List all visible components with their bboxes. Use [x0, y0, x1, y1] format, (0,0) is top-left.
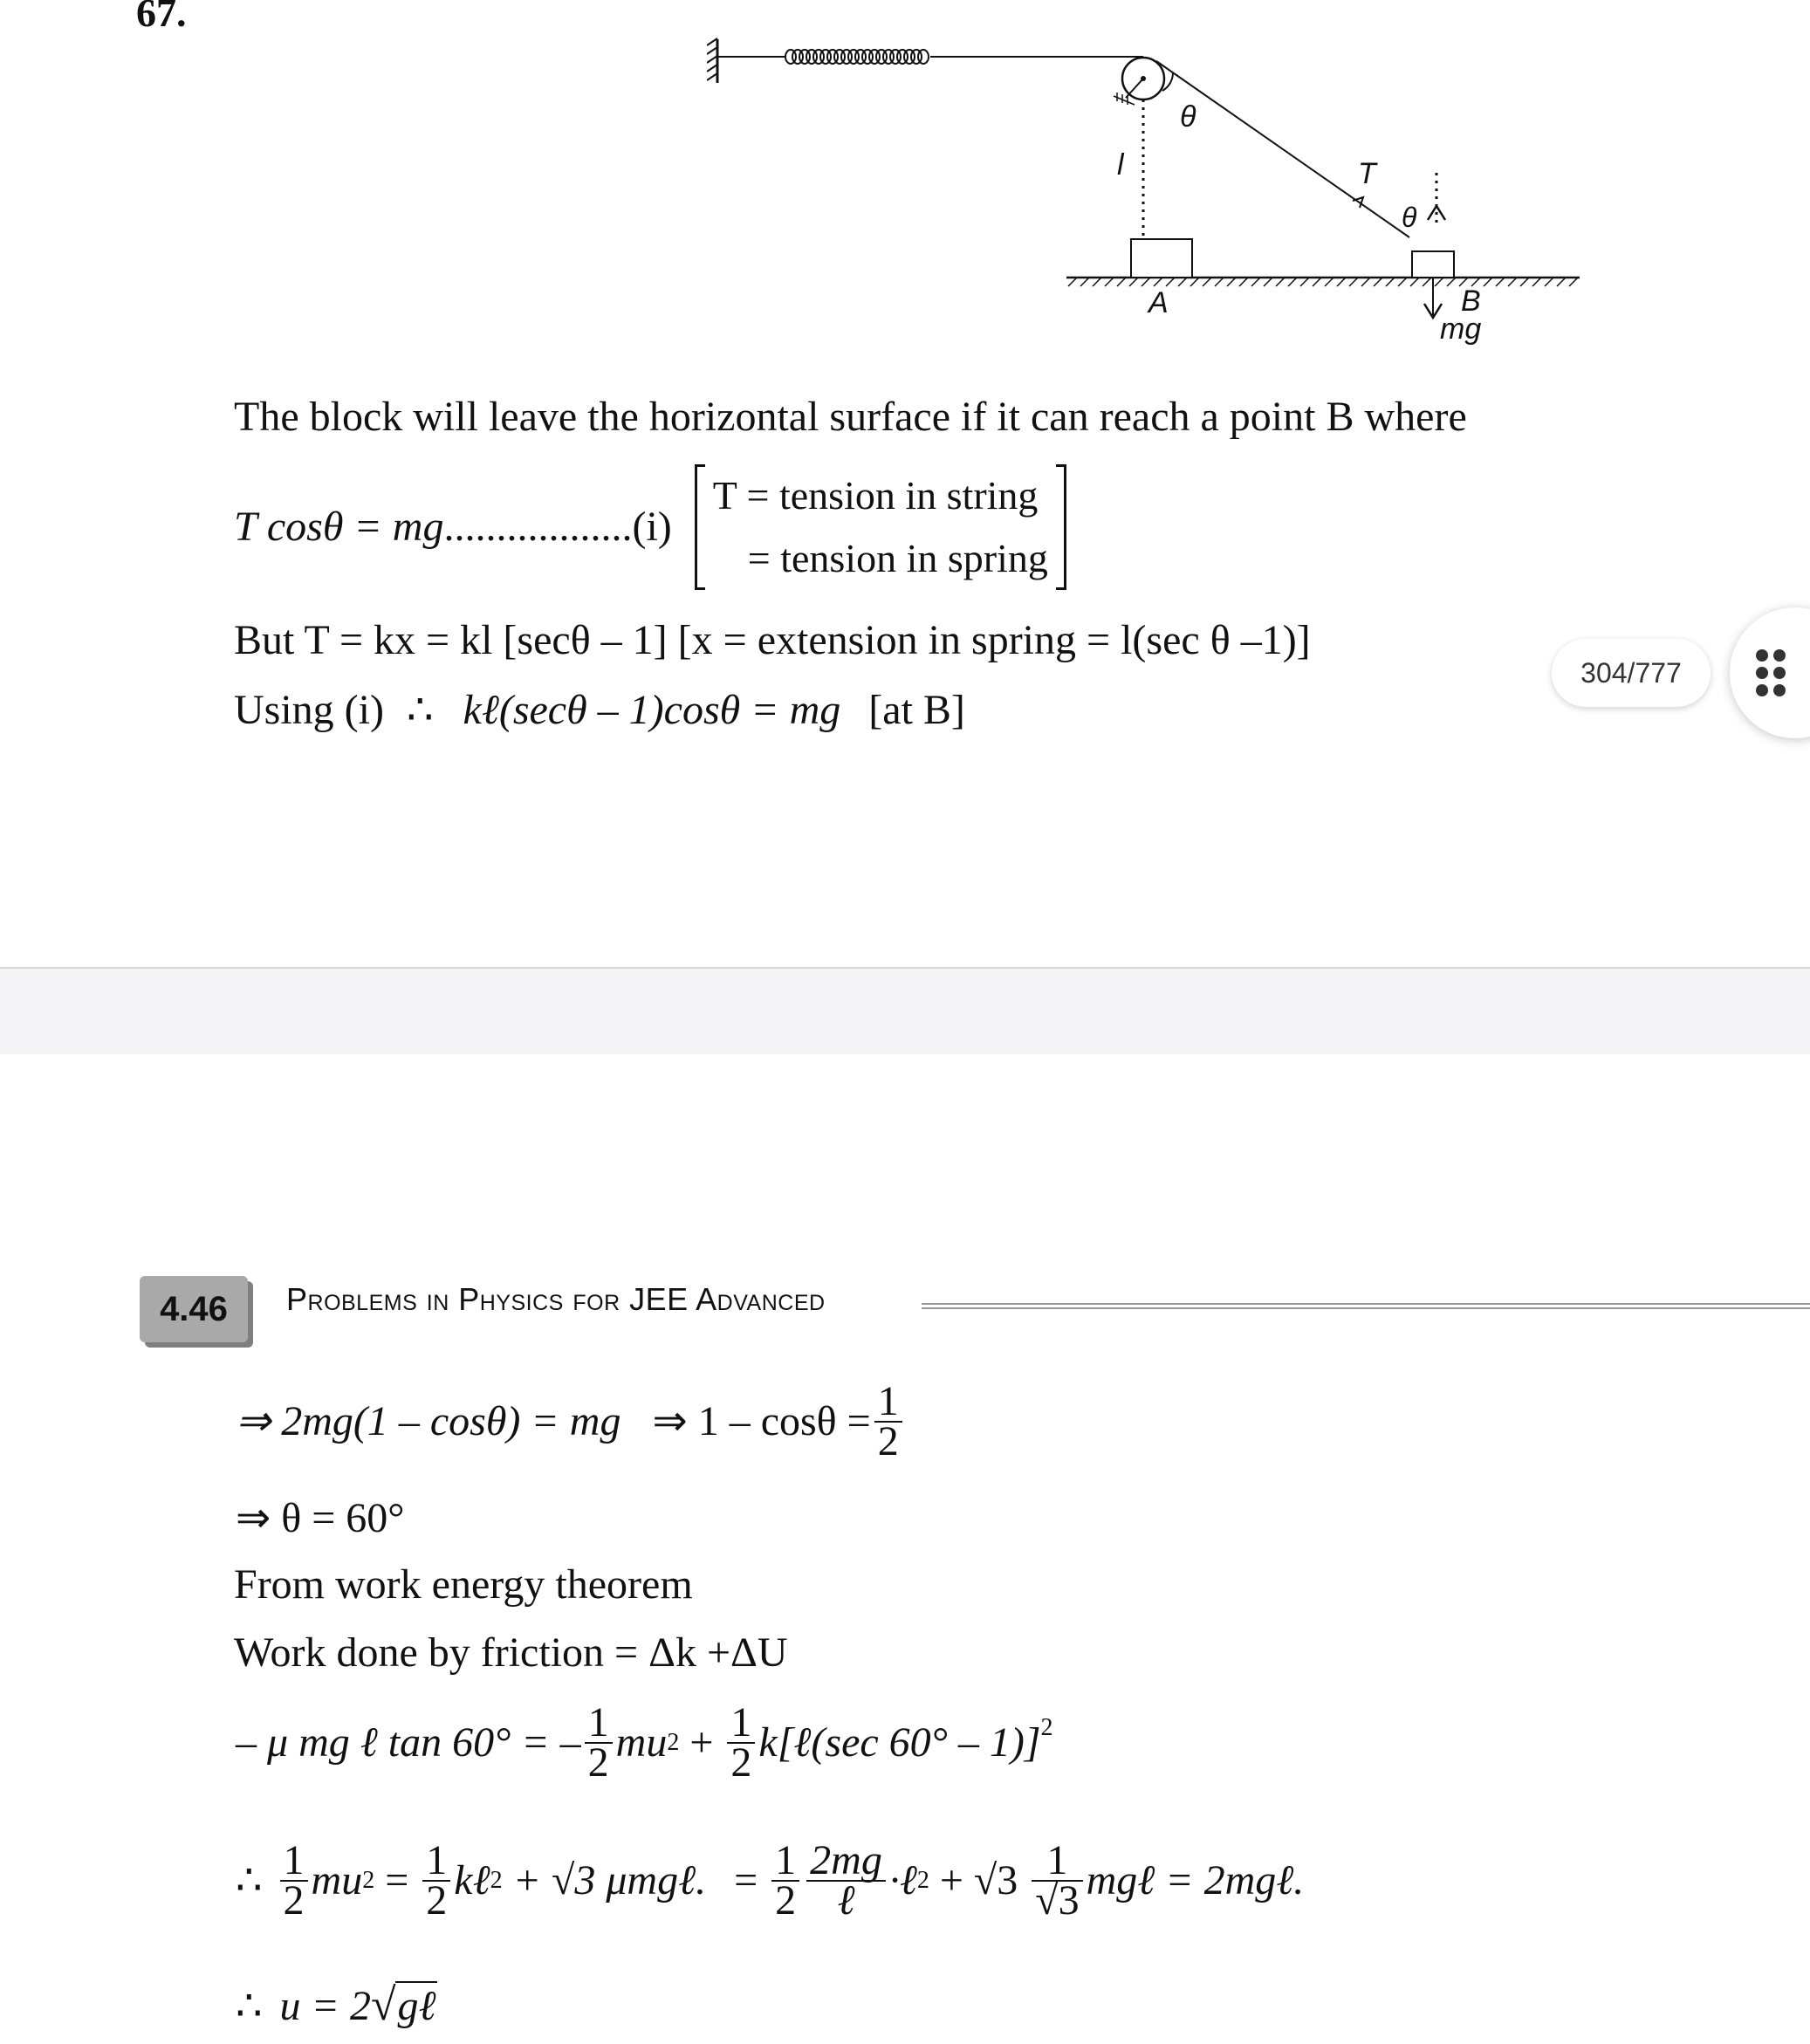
- bracket-line-1: T = tension in string: [712, 473, 1039, 518]
- using-prefix: Using (i): [234, 687, 384, 733]
- page-number-badge: 4.46: [140, 1276, 248, 1342]
- block-b: [1412, 251, 1454, 278]
- line-5-part-a: – μ mg ℓ tan 60° = –: [236, 1719, 581, 1766]
- line-6-part-a: mu: [311, 1857, 363, 1903]
- grid-dots-icon: [1756, 649, 1786, 696]
- line-6-part-b: =: [374, 1857, 420, 1903]
- line-6-den-3: 2: [775, 1877, 797, 1924]
- solution-line-2: ⇒ θ = 60°: [236, 1495, 405, 1541]
- solution-line-4: Work done by friction = Δk +ΔU: [234, 1629, 788, 1676]
- weight-label: mg: [1440, 312, 1482, 346]
- line-6-num: 1: [280, 1842, 308, 1882]
- line-6-num-5: 1: [1032, 1842, 1082, 1882]
- solution-line-5: [236, 1699, 1053, 1786]
- string: [1156, 61, 1409, 237]
- block-a-label: A: [1148, 286, 1169, 319]
- header-rule: [922, 1303, 1810, 1309]
- line-6-part-c: kℓ: [454, 1857, 490, 1903]
- bracket-line-2: = tension in spring: [747, 536, 1048, 580]
- line-6-sup-2: 2: [490, 1867, 503, 1894]
- line-6-sup: 2: [362, 1867, 375, 1894]
- using-suffix: [at B]: [868, 687, 965, 733]
- line-1-part-a: ⇒ 2mg(1 – cosθ) = mg: [236, 1398, 621, 1444]
- line-6-den: 2: [283, 1877, 305, 1924]
- but-line: But T = kx = kl [secθ – 1] [x = extension in spring = l(sec θ –1)]: [234, 617, 1311, 663]
- line-6-part-h: mgℓ = 2mgℓ.: [1086, 1857, 1305, 1903]
- tension-bracket: [695, 464, 1066, 590]
- solution-line-3: From work energy theorem: [234, 1561, 693, 1608]
- equation-1: [234, 464, 1066, 590]
- equation-1-dots: ..................: [443, 504, 633, 550]
- page-gap: [0, 967, 1810, 1054]
- line-7-sqrt: gℓ: [397, 1983, 436, 2029]
- problem-number: 67.: [136, 0, 187, 35]
- solution-line-6: [236, 1837, 1305, 1924]
- tension-label: T: [1358, 157, 1376, 190]
- block-a: [1131, 239, 1192, 278]
- line-6-part-e: =: [723, 1857, 769, 1903]
- line-6-part-g: + √3: [929, 1857, 1029, 1903]
- line-6-num-4: 2mg: [806, 1842, 886, 1882]
- equation-1-lhs: T cosθ = mg: [234, 504, 444, 550]
- solution-line-1: [236, 1378, 906, 1464]
- block-b-label: B: [1461, 285, 1481, 318]
- line-6-den-5: √3: [1035, 1877, 1080, 1924]
- line-6-num-3: 1: [771, 1842, 799, 1882]
- spring: [785, 50, 929, 64]
- theta-side-label: θ: [1402, 202, 1417, 233]
- line-6-sup-3: 2: [916, 1867, 929, 1894]
- line-1-part-b: ⇒ 1 – cosθ =: [652, 1398, 871, 1444]
- line-5-sup-2: 2: [1040, 1714, 1053, 1741]
- equation-1-tag: (i): [632, 504, 672, 550]
- page-303: [0, 0, 1810, 967]
- spring-pulley-figure: [707, 26, 1588, 358]
- using-equation: kℓ(secθ – 1)cosθ = mg: [463, 687, 841, 733]
- line-5-part-b: mu: [615, 1719, 668, 1766]
- line-6-part-f: ·ℓ: [888, 1857, 917, 1903]
- line-5-part-d: k[ℓ(sec 60° – 1)]: [758, 1719, 1041, 1766]
- line-5-part-c: +: [679, 1719, 724, 1766]
- line-5-num: 1: [585, 1704, 613, 1744]
- line-5-den: 2: [587, 1739, 609, 1786]
- line-6-den-4: ℓ: [837, 1877, 855, 1924]
- therefore-symbol: ∴: [406, 687, 434, 733]
- line-1-den: 2: [877, 1418, 899, 1464]
- line-7-therefore: ∴: [236, 1983, 263, 2029]
- line-7-part-a: u = 2: [279, 1983, 371, 2029]
- line-5-sup: 2: [667, 1729, 680, 1756]
- book-title: Problems in Physics for JEE Advanced: [286, 1281, 826, 1317]
- line-6-den-2: 2: [426, 1877, 448, 1924]
- line-5-den-2: 2: [730, 1739, 752, 1786]
- theta-top-label: θ: [1180, 100, 1196, 134]
- line-5-num-2: 1: [727, 1704, 755, 1744]
- line-6-therefore: ∴: [236, 1857, 263, 1903]
- using-line: [234, 686, 965, 735]
- solution-line-7: ∴ u = 2√gℓ: [236, 1980, 436, 2030]
- line-1-num: 1: [874, 1382, 902, 1423]
- line-6-num-2: 1: [422, 1842, 450, 1882]
- length-label: l: [1117, 148, 1124, 182]
- line-6-part-d: + √3 μmgℓ.: [502, 1857, 707, 1903]
- page-counter[interactable]: 304/777: [1552, 639, 1711, 707]
- intro-text: The block will leave the horizontal surface if it can reach a point B where: [234, 394, 1467, 440]
